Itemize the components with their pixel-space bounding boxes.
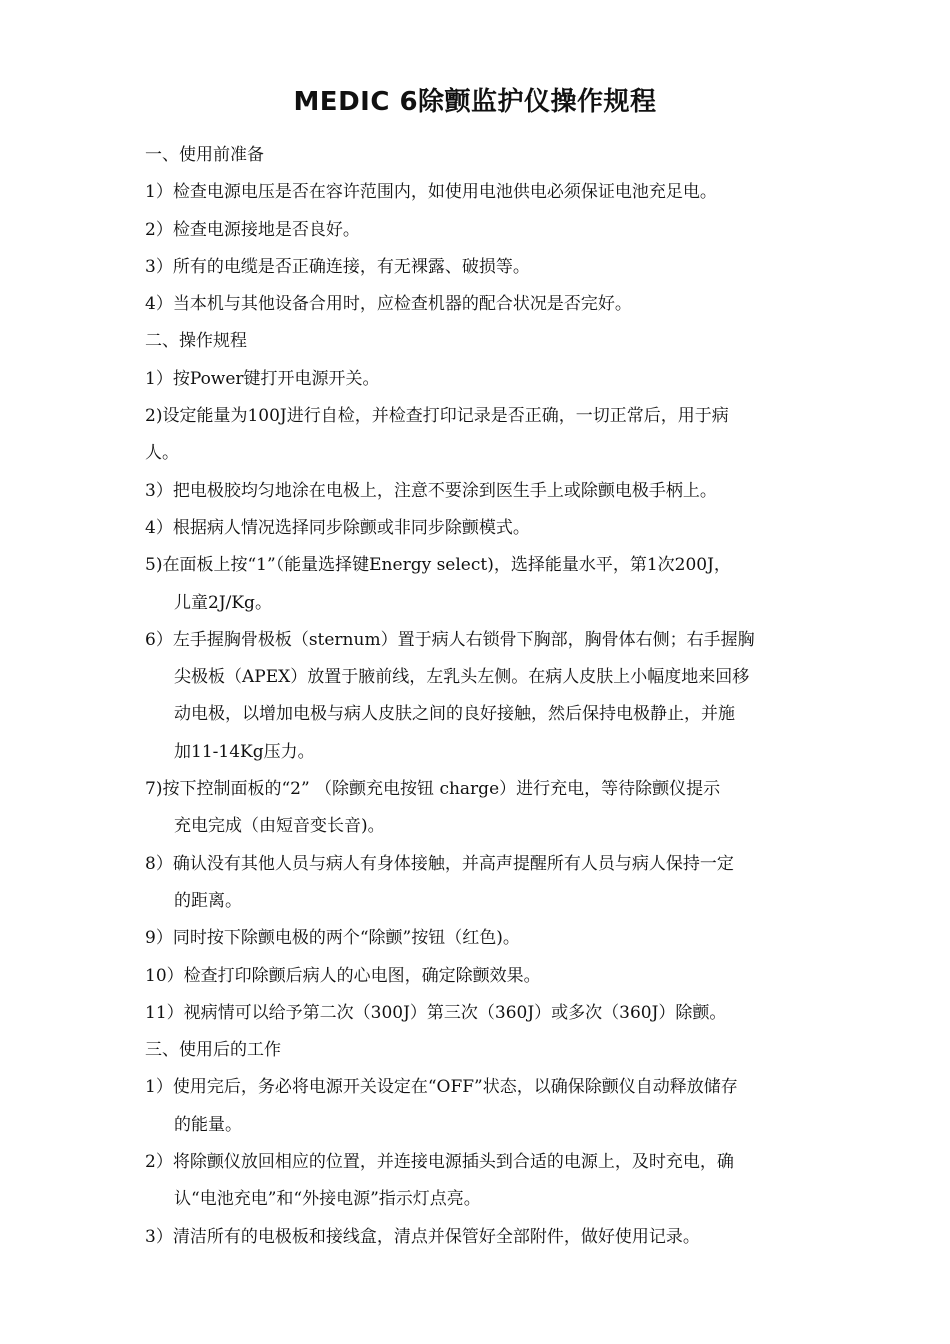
after-step-3: 3）清洁所有的电极板和接线盒，清点并保管好全部附件，做好使用记录。 [145,1226,700,1247]
op-step-9: 9）同时按下除颤电极的两个“除颤”按钮（红色)。 [145,928,520,949]
op-step-5-cont: 儿童2J/Kg。 [174,592,272,613]
op-step-8: 8）确认没有其他人员与病人有身体接触，并高声提醒所有人员与病人保持一定 [145,853,734,874]
op-step-2-cont: 人。 [145,443,179,464]
op-step-3: 3）把电极胶均匀地涂在电极上，注意不要涂到医生手上或除颤电极手柄上。 [145,480,717,501]
after-step-2-cont: 认“电池充电”和“外接电源”指示灯点亮。 [174,1189,481,1210]
op-step-7: 7)按下控制面板的“2” （除颤充电按钮 charge）进行充电，等待除颤仪提示 [145,779,721,800]
op-step-6-cont-2: 动电极，以增加电极与病人皮肤之间的良好接触，然后保持电极静止，并施 [174,704,735,725]
section-heading-preparation: 一、使用前准备 [145,145,264,165]
prep-step-2: 2）检查电源接地是否良好。 [145,219,360,240]
after-step-1-cont: 的能量。 [174,1114,242,1135]
op-step-11: 11）视病情可以给予第二次（300J）第三次（360J）或多次（360J）除颤。 [145,1002,727,1023]
op-step-6-cont-3: 加11-14Kg压力。 [174,741,315,762]
prep-step-1: 1）检查电源电压是否在容许范围内，如使用电池供电必须保证电池充足电。 [145,182,717,203]
op-step-1: 1）按Power键打开电源开关。 [145,368,380,389]
section-heading-after-use: 三、使用后的工作 [145,1040,281,1061]
op-step-2: 2)设定能量为100J进行自检，并检查打印记录是否正确，一切正常后，用于病 [145,406,729,427]
document-title: MEDIC 6除颤监护仪操作规程 [293,87,657,117]
document-body [145,137,813,1256]
op-step-6-cont-1: 尖极板（APEX）放置于腋前线，左乳头左侧。在病人皮肤上小幅度地来回移 [174,667,750,688]
section-heading-operation: 二、操作规程 [145,331,247,352]
op-step-8-cont: 的距离。 [174,890,242,911]
op-step-6: 6）左手握胸骨极板（sternum）置于病人右锁骨下胸部，胸骨体右侧；右手握胸 [145,629,755,650]
after-step-1: 1）使用完后，务必将电源开关设定在“OFF”状态，以确保除颤仪自动释放储存 [145,1077,738,1098]
op-step-5: 5)在面板上按“1”（能量选择键Energy select)，选择能量水平，第1次200J， [145,555,731,576]
prep-step-3: 3）所有的电缆是否正确连接，有无裸露、破损等。 [145,256,530,277]
op-step-7-cont: 充电完成（由短音变长音)。 [174,816,385,837]
prep-step-4: 4）当本机与其他设备合用时，应检查机器的配合状况是否完好。 [145,294,632,315]
after-step-2: 2）将除颤仪放回相应的位置，并连接电源插头到合适的电源上，及时充电，确 [145,1152,734,1173]
op-step-4: 4）根据病人情况选择同步除颤或非同步除颤模式。 [145,517,530,538]
op-step-10: 10）检查打印除颤后病人的心电图，确定除颤效果。 [145,965,541,986]
